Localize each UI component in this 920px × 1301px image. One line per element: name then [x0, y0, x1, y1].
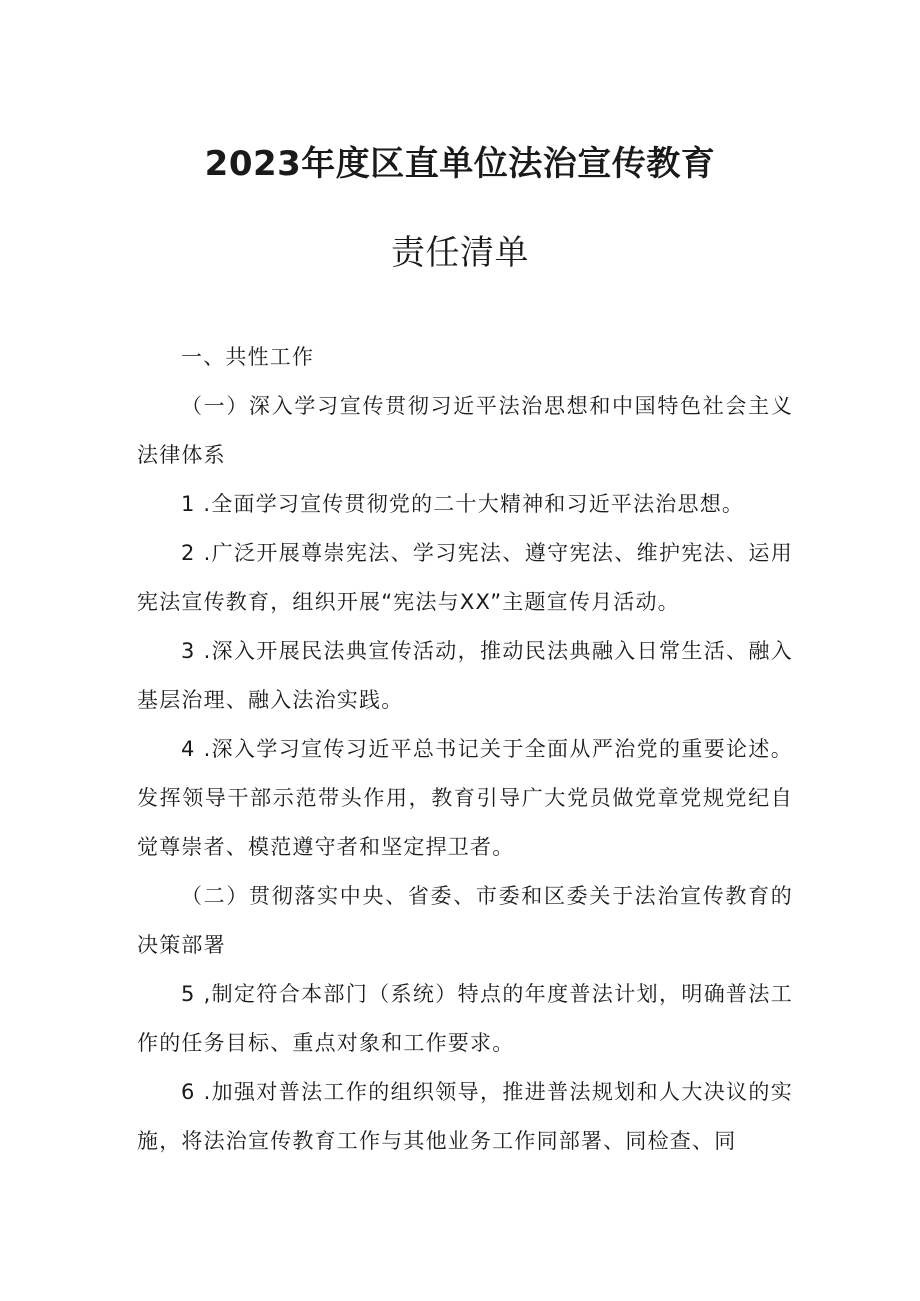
document-body [137, 333, 793, 1166]
document-title-line-2: 责任清单 [391, 233, 529, 273]
list-item: 3 .深入开展民法典宣传活动，推动民法典融入日常生活、融入基层治理、融入法治实践。 [137, 639, 793, 712]
subsection-heading: （一）深入学习宣传贯彻习近平法治思想和中国特色社会主义法律体系 [137, 394, 793, 467]
section-heading: 一、共性工作 [181, 345, 315, 369]
list-item: 2 .广泛开展尊崇宪法、学习宪法、遵守宪法、维护宪法、运用宪法宣传教育，组织开展“宪法与XX”主题宣传月活动。 [137, 541, 793, 614]
list-item: 5 ,制定符合本部门（系统）特点的年度普法计划，明确普法工作的任务目标、重点对象和工作要求。 [137, 982, 793, 1055]
subsection-heading: （二）贯彻落实中央、省委、市委和区委关于法治宣传教育的决策部署 [137, 884, 793, 957]
list-item: 6 .加强对普法工作的组织领导，推进普法规划和人大决议的实施，将法治宣传教育工作与其他业务工作同部署、同检查、同 [137, 1080, 793, 1153]
list-item: 4 .深入学习宣传习近平总书记关于全面从严治党的重要论述。发挥领导干部示范带头作用，教育引导广大党员做党章党规党纪自觉尊崇者、模范遵守者和坚定捍卫者。 [137, 737, 793, 859]
document-title-line-1: 2023年度区直单位法治宣传教育 [204, 144, 716, 184]
list-item: 1 .全面学习宣传贯彻党的二十大精神和习近平法治思想。 [181, 492, 745, 516]
